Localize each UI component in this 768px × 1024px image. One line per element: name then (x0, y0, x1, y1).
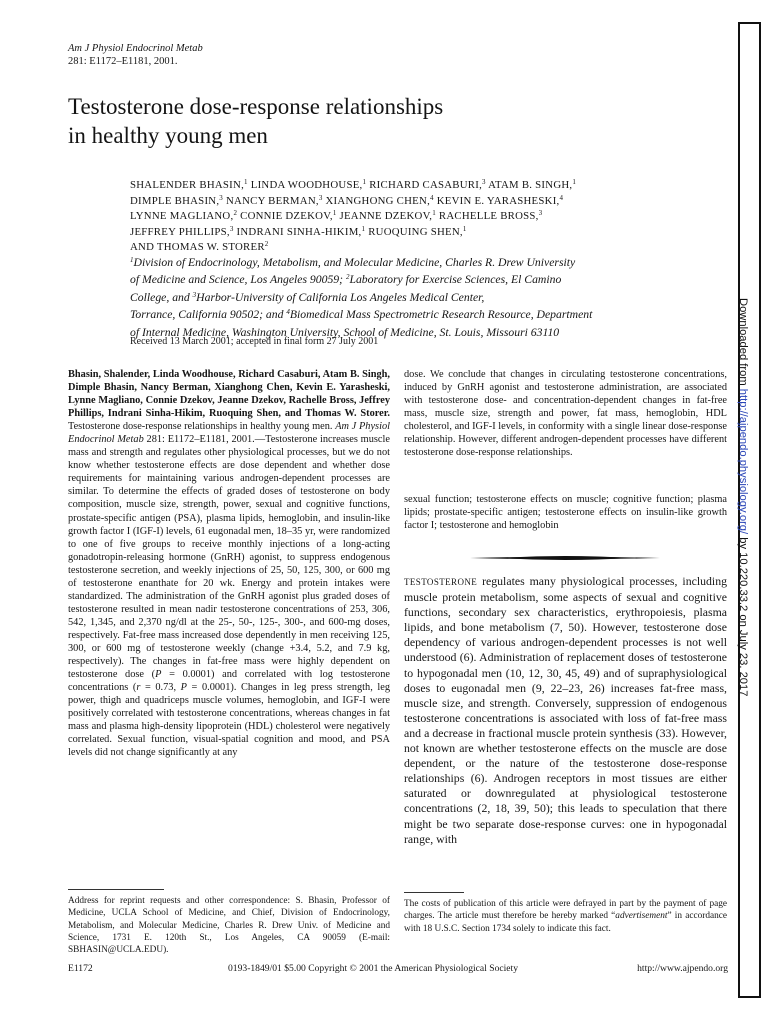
affil-number: 1 (130, 256, 134, 264)
cost-footnote (404, 898, 727, 935)
affil-text: Harbor-University of California Los Angeles Medical Center, (196, 290, 485, 304)
author-line-4 (130, 225, 700, 241)
author-name: CONNIE DZEKOV, (237, 210, 333, 222)
abstract (68, 368, 390, 863)
article-title (68, 92, 443, 150)
author-affil: 3 (229, 224, 234, 233)
stat-symbol: P (155, 669, 162, 681)
author-line-1 (130, 178, 700, 194)
footnote-rule (404, 892, 464, 893)
affiliation-line (130, 254, 715, 271)
affil-text: College, and (130, 290, 193, 304)
correspondence-footnote: Address for reprint requests and other correspondence: S. Bhasin, Professor of Medicine, UCLA School of Medicine, and Chief, Division of Endocrinology, Metabolism, and Molecular Medicine, Charles R. Drew Univ. of Medicine and Science, 1731 E. 120th St., Los Angeles, CA 90059 (E-mail: SBHASIN@UCLA.EDU). (68, 896, 390, 956)
author-affil: 4 (430, 193, 434, 202)
author-name: KEVIN E. YARASHESKI, (433, 194, 560, 207)
author-name: XIANGHONG CHEN, (322, 194, 431, 207)
journal-name: Am J Physiol Endocrinol Metab (68, 43, 203, 54)
author-name: AND THOMAS W. STORER (130, 241, 265, 253)
author-name: RICHARD CASABURI, (366, 179, 483, 191)
title-line-1: Testosterone dose-response relationships (68, 94, 444, 119)
affil-text: Laboratory for Exercise Sciences, El Camino (349, 273, 562, 287)
footnote-text: The costs of publication of this article were defrayed in part by the payment of page charges. The article must therefore be hereby marked “ (404, 899, 727, 922)
page-footer (68, 962, 728, 976)
abstract-body: Testosterone increases muscle mass and strength and regulates other physiological processes, but we do not know whether testosterone effects are dose dependent and whether dose requirements for maintaining various androgen-dependent processes are similar. To determine the effects of graded doses of testosterone on body composition, muscle size, strength, power, sexual and cognitive functions, prostate-specific antigen (PSA), plasma lipids, hemoglobin, and insulin-like growth factor I (IGF-I) levels, 61 eugonadal men, 18–35 yr, were randomized to one of five groups to receive monthly injections of a long-acting gonadotropin-releasing hormone (GnRH) agonist, to suppress endogenous testosterone secretion, and weekly injections of 25, 50, 125, 300, or 600 mg of testosterone enanthate for 20 wk. Energy and protein intakes were standardized. The administration of the GnRH agonist plus graded doses of testosterone resulted in mean nadir testosterone concentrations of 253, 306, 542, 1,345, and 2,370 ng/dl at the 25-, 50-, 125-, 300-, and 600-mg doses, respectively. Fat-free mass increased dose dependently in men receiving 125, 300, or 600 mg of testosterone weekly (change +3.4, 5.2, and 7.9 kg, respectively). The changes in fat-free mass were highly dependent on testosterone dose ( (68, 434, 390, 681)
author-name: LINDA WOODHOUSE, (247, 179, 363, 191)
author-name: RUOQUING SHEN, (365, 225, 463, 238)
stat-symbol: P (180, 682, 187, 694)
author-name: JEANNE DZEKOV, (336, 210, 433, 222)
author-affil: 1 (362, 178, 367, 186)
download-suffix: by 10.220.33.2 on July 23, 2017 (737, 534, 749, 697)
author-name: JEFFREY PHILLIPS, (130, 225, 230, 238)
author-affil: 2 (233, 209, 238, 217)
abstract-cite-rest: 281: E1172–E1181, 2001.— (143, 434, 266, 446)
author-line-3 (130, 209, 700, 225)
stat-symbol: r (136, 682, 141, 694)
author-affil: 1 (432, 209, 436, 217)
author-affil: 3 (482, 178, 486, 186)
author-affil: 2 (264, 240, 269, 248)
author-affil: 1 (332, 209, 337, 217)
lead-word: TESTOSTERONE (404, 577, 478, 587)
author-name: NANCY BERMAN, (223, 194, 319, 207)
author-affil: 1 (572, 178, 577, 186)
download-link[interactable]: http://ajpendo.physiology.org/ (737, 388, 749, 535)
abstract-cite-journal: Am J Physiol Endocrinol Metab (68, 421, 390, 446)
author-affil: 1 (244, 178, 248, 186)
section-ornament (470, 552, 660, 564)
author-line-2 (130, 194, 700, 210)
journal-header (68, 42, 203, 68)
title-line-2: in healthy young men (68, 123, 268, 148)
footnote-text: ” in accordance with 18 U.S.C. Section 1734 solely to indicate this fact. (404, 911, 727, 934)
affil-number: 4 (286, 308, 290, 317)
body-paragraph: regulates many physiological processes, including muscle protein metabolism, some aspects of sexual and cognitive functions, secondary sex characteristics, erythropoiesis, plasma lipids, and bone metabolism (7, 50). However, testosterone dose dependency of various androgen-dependent processes is not well understood (6). Administration of replacement doses of testosterone to hypogonadal men (10, 12, 30, 45, 49) and of supraphysiological doses to eugonadal men (9, 22–23, 26) increases fat-free mass, muscle size, and strength. Conversely, suppression of endogenous testosterone concentrations is associated with loss of fat-free mass and a decrease in fractional muscle protein synthesis (33). However, not known are whether testosterone effects on the muscle are dose dependent, or the nature of the testosterone dose-response relationships (6). Androgen receptors in most tissues are either saturated or downregulated at physiological testosterone concentrations (2, 18, 39, 50); this leads to speculation that there might be two separate dose-response curves: one in hypogonadal range, with (404, 574, 727, 846)
author-name: DIMPLE BHASIN, (130, 194, 220, 207)
affiliation-line (130, 271, 715, 288)
affil-text: Division of Endocrinology, Metabolism, and Molecular Medicine, Charles R. Drew University (133, 256, 576, 269)
author-name: RACHELLE BROSS, (435, 210, 539, 222)
abstract-authors: Bhasin, Shalender, Linda Woodhouse, Richard Casaburi, Atam B. Singh, Dimple Bhasin, Nancy Berman, Xianghong Chen, Kevin E. Yarasheski, Lynne Magliano, Connie Dzekov, Jeanne Dzekov, Rachelle Bross, Jeffrey Phillips, Indrani Sinha-Hikim, Ruoquing Shen, and Thomas W. Storer. (68, 369, 390, 420)
download-note (735, 298, 751, 998)
abstract-body: = 0.73, (140, 682, 181, 694)
journal-url[interactable]: http://www.ajpendo.org (637, 963, 728, 974)
received-dates: Received 13 March 2001; accepted in final form 27 July 2001 (130, 336, 379, 347)
download-prefix: Downloaded from (737, 298, 749, 389)
page-number: E1172 (68, 963, 93, 974)
abstract-cite-title: Testosterone dose-response relationships in healthy young men. (68, 421, 336, 433)
author-list (130, 178, 700, 256)
affil-text: Torrance, California 90502; and (130, 308, 287, 322)
author-name: LYNNE MAGLIANO, (130, 210, 234, 222)
affil-text: of Medicine and Science, Los Angeles 90059; (130, 273, 346, 287)
abstract-body: = 0.0001) and correlated with log testosterone concentrations ( (68, 669, 390, 694)
affil-number: 3 (192, 290, 197, 299)
footnote-rule (68, 889, 164, 890)
author-name: ATAM B. SINGH, (485, 179, 573, 191)
author-affil: 1 (462, 224, 467, 233)
affiliation-line (130, 289, 715, 306)
author-affil: 3 (219, 193, 224, 202)
affil-text: of Internal Medicine, Washington University, School of Medicine, St. Louis, Missouri 63110 (130, 325, 560, 339)
body-text (404, 574, 727, 878)
author-name: SHALENDER BHASIN, (130, 179, 245, 191)
keywords: sexual function; testosterone effects on muscle; cognitive function; plasma lipids; prostate-specific antigen; testosterone effects on insulin-like growth factor I; testosterone and hemoglobin (404, 494, 727, 532)
author-affil: 1 (361, 224, 366, 233)
author-name: INDRANI SINHA-HIKIM, (233, 225, 362, 238)
abstract-body: = 0.0001). Changes in leg press strength, leg power, thigh and quadriceps muscle volumes, hemoglobin, and IGF-I were positively correlated with testosterone concentrations, whereas changes in fat mass and plasma high-density lipoprotein (HDL) cholesterol were negatively correlated. Sexual function, visual-spatial cognition and mood, and PSA levels did not change significantly at any (68, 682, 390, 759)
affil-number: 2 (345, 273, 350, 282)
author-affil: 4 (559, 193, 564, 202)
journal-citation: 281: E1172–E1181, 2001. (68, 56, 178, 67)
affiliation-line (130, 306, 715, 323)
author-affil: 3 (538, 209, 543, 217)
abstract-continued: dose. We conclude that changes in circulating testosterone concentrations, induced by GnRH agonist and testosterone administration, are associated with testosterone dose- and concentration-dependent changes in fat-free mass, muscle size, strength and power, fat mass, hemoglobin, HDL cholesterol, and IGF-I levels, in conformity with a single linear dose-response relationship. However, different androgen-dependent processes have different testosterone dose-response relationships. (404, 369, 727, 459)
author-affil: 3 (318, 193, 323, 202)
footnote-emphasis: advertisement (615, 911, 668, 922)
affil-text: Biomedical Mass Spectrometric Research Resource, Department (289, 308, 593, 322)
copyright: 0193-1849/01 $5.00 Copyright © 2001 the American Physiological Society (228, 963, 519, 974)
affiliations (130, 254, 715, 341)
